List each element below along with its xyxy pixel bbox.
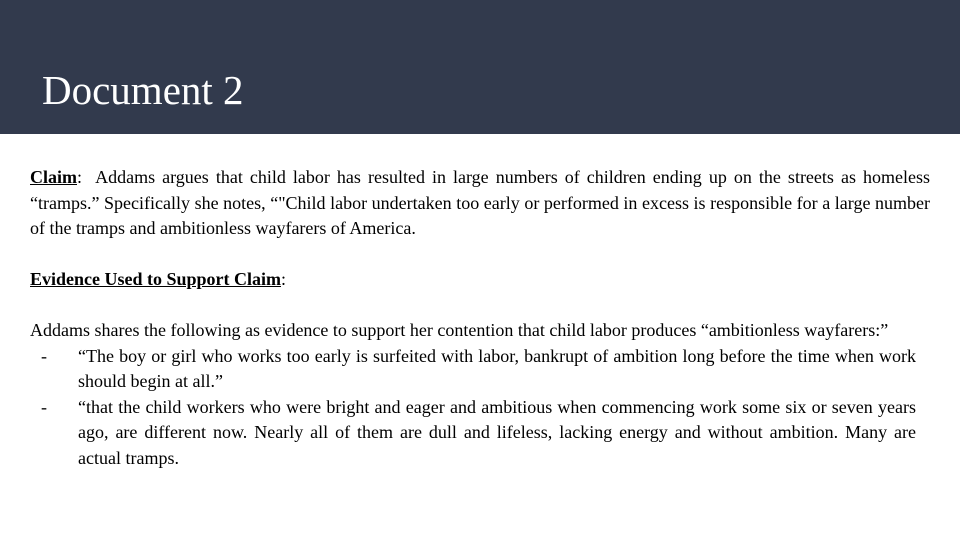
spacer [30,293,930,319]
evidence-heading [30,267,930,293]
evidence-quote-1: “The boy or girl who works too early is surfeited with labor, bankrupt of ambition long before the time when work should begin at all.” [78,345,916,391]
bullet-dash: - [41,396,47,417]
spacer [30,242,930,268]
evidence-label-colon: : [281,269,287,289]
bullet-dash: - [41,345,47,366]
claim-label: Claim [30,167,77,187]
evidence-label: Evidence Used to Support Claim [30,269,282,289]
evidence-quote-2: “that the child workers who were bright and eager and ambitious when commencing work some six or seven years ago, are different now. Nearly all of them are dull and lifeless, lacking energy and without ambition. Many are actual tramps. [78,396,916,468]
claim-paragraph [30,165,930,242]
claim-label-colon: : [77,167,83,187]
claim-text: Addams argues that child labor has resulted in large numbers of children ending up on the streets as homeless “tramps.” Specifically she notes, “"Child labor undertaken too early or performed in excess is responsible for a large number of the tramps and ambitionless wayfarers of America. [30,167,930,238]
title-bar [0,0,960,134]
evidence-intro: Addams shares the following as evidence to support her contention that child labor produces “ambitionless wayfarers:” [30,320,889,340]
slide-title: Document 2 [42,67,244,113]
evidence-list [30,344,930,472]
slide-body [30,165,930,471]
list-item [30,344,916,395]
list-item [30,395,916,472]
